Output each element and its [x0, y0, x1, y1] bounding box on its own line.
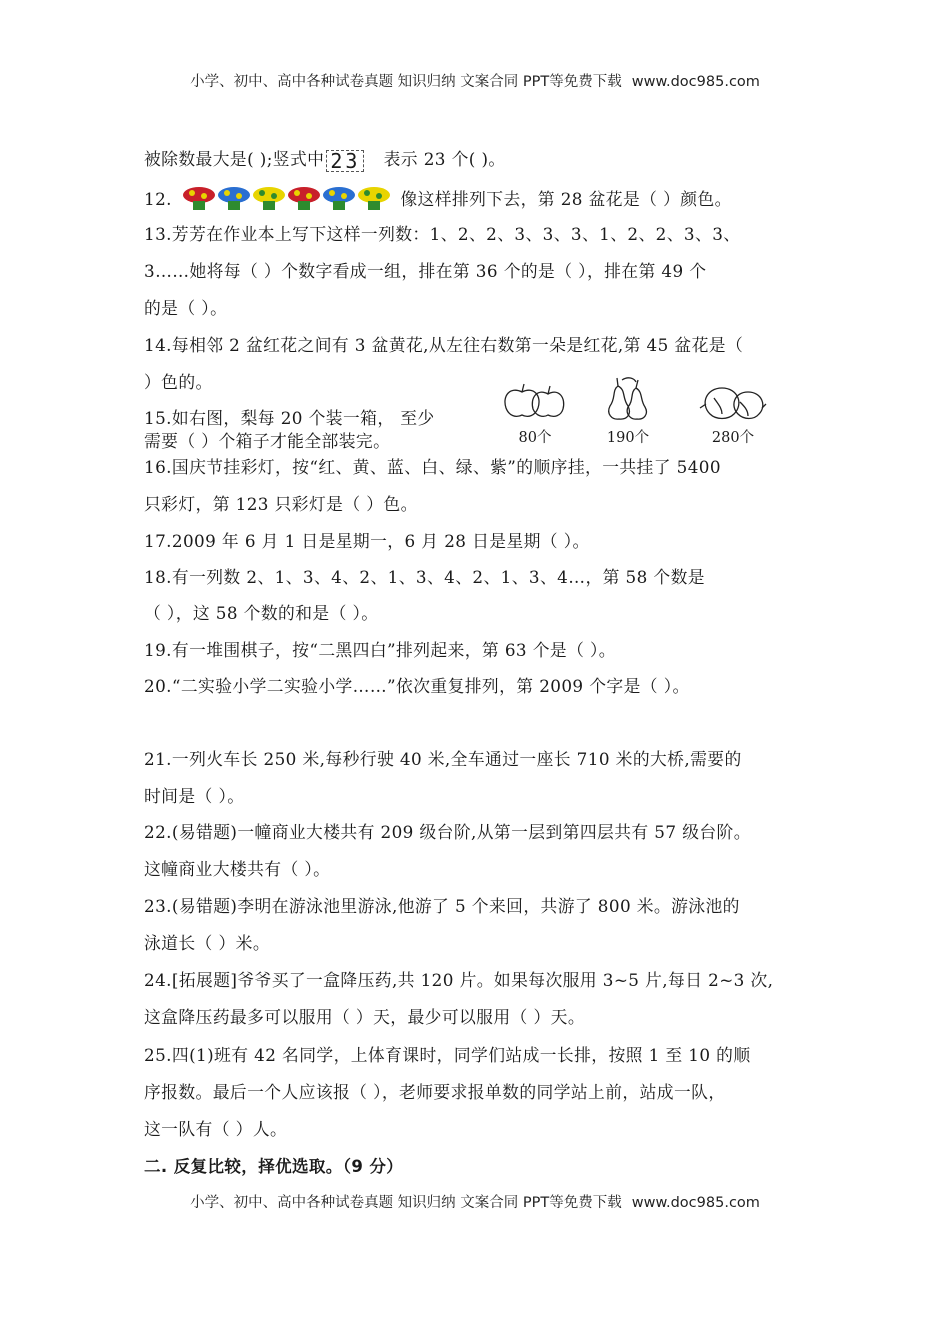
page-header [0, 70, 950, 91]
header-text: 小学、初中、高中各种试卷真题 知识归纳 文案合同 PPT等免费下载 [190, 74, 622, 90]
footer-url: www.doc985.com [631, 1195, 760, 1211]
q11-text-a: 被除数最大是( );竖式中 [144, 149, 325, 169]
fruit-figure [500, 374, 790, 444]
q12-text: 像这样排列下去，第 28 盆花是（ ）颜色。 [400, 189, 732, 209]
q14-line-2: ）色的。 [144, 372, 213, 392]
fruit-drawings [500, 374, 790, 422]
section-2-heading: 二. 反复比较，择优选取。（9 分） [144, 1157, 404, 1176]
q24-line-1: 24.[拓展题]爷爷买了一盒降压药,共 120 片。如果每次服用 3~5 片,每日 2~3 次, [144, 970, 774, 990]
q23-line-1: 23.(易错题)李明在游泳池里游泳,他游了 5 个来回，共游了 800 米。游泳池的 [144, 896, 740, 916]
q18-line-1: 18.有一列数 2、1、3、4、2、1、3、4、2、1、3、4…，第 58 个数是 [144, 567, 705, 587]
q21-line-1: 21.一列火车长 250 米,每秒行驶 40 米,全车通过一座长 710 米的大桥,需要的 [144, 749, 742, 769]
q22-line-1: 22.(易错题)一幢商业大楼共有 209 级台阶,从第一层到第四层共有 57 级台阶。 [144, 822, 751, 842]
question-19: 19.有一堆围棋子，按“二黑四白”排列起来，第 63 个是（ ）。 [144, 640, 616, 660]
q25-line-3: 这一队有（ ）人。 [144, 1119, 288, 1139]
q22-line-2: 这幢商业大楼共有（ ）。 [144, 859, 331, 879]
question-17: 17.2009 年 6 月 1 日是星期一，6 月 28 日是星期（ ）。 [144, 531, 590, 551]
q11-text-b: 表示 23 个( )。 [383, 149, 506, 169]
q13-line-3: 的是（ ）。 [144, 298, 228, 318]
apple-icon [505, 384, 564, 416]
q16-line-2: 只彩灯，第 123 只彩灯是（ ）色。 [144, 494, 418, 514]
flower-pot-icon [253, 187, 285, 210]
line-q11-cont [144, 146, 506, 172]
flower-pot-icon [323, 187, 355, 210]
flower-pot-row [182, 185, 392, 215]
q16-line-1: 16.国庆节挂彩灯，按“红、黄、蓝、白、绿、紫”的顺序挂，一共挂了 5400 [144, 457, 721, 477]
flower-pot-icon [358, 187, 390, 210]
pear-caption: 190个 [606, 430, 650, 446]
q24-line-2: 这盒降压药最多可以服用（ ）天，最少可以服用（ ）天。 [144, 1007, 586, 1027]
page-footer [0, 1191, 950, 1212]
question-12 [144, 185, 732, 215]
q13-line-2: 3……她将每（ ）个数字看成一组，排在第 36 个的是（ ），排在第 49 个 [144, 261, 707, 281]
apple-caption: 80个 [518, 430, 552, 446]
flower-pot-icon [288, 187, 320, 210]
q14-line-1: 14.每相邻 2 盆红花之间有 3 盆黄花,从左往右数第一朵是红花,第 45 盆花是（ [144, 335, 744, 355]
division-box: 23 [326, 150, 364, 172]
header-url: www.doc985.com [631, 74, 760, 90]
q25-line-2: 序报数。最后一个人应该报（ ），老师要求报单数的同学站上前，站成一队， [144, 1082, 726, 1102]
q13-line-1: 13.芳芳在作业本上写下这样一列数：1、2、2、3、3、3、1、2、2、3、3、 [144, 224, 741, 244]
pear-icon [609, 378, 647, 419]
footer-text: 小学、初中、高中各种试卷真题 知识归纳 文案合同 PPT等免费下载 [190, 1195, 622, 1211]
flower-pot-icon [183, 187, 215, 210]
q23-line-2: 泳道长（ ）米。 [144, 933, 271, 953]
peach-icon [700, 388, 766, 419]
q15-line-1: 15.如右图，梨每 20 个装一箱， 至少 [144, 408, 435, 428]
q15-line-2: 需要（ ）个箱子才能全部装完。 [144, 431, 391, 451]
q18-line-2: （ ），这 58 个数的和是（ ）。 [144, 603, 379, 623]
q25-line-1: 25.四(1)班有 42 名同学，上体育课时，同学们站成一长排，按照 1 至 10 的顺 [144, 1045, 751, 1065]
question-20: 20.“二实验小学二实验小学……”依次重复排列，第 2009 个字是（ ）。 [144, 676, 690, 696]
peach-caption: 280个 [711, 430, 755, 446]
flower-pot-icon [218, 187, 250, 210]
q21-line-2: 时间是（ ）。 [144, 786, 245, 806]
q12-number: 12. [144, 189, 172, 209]
